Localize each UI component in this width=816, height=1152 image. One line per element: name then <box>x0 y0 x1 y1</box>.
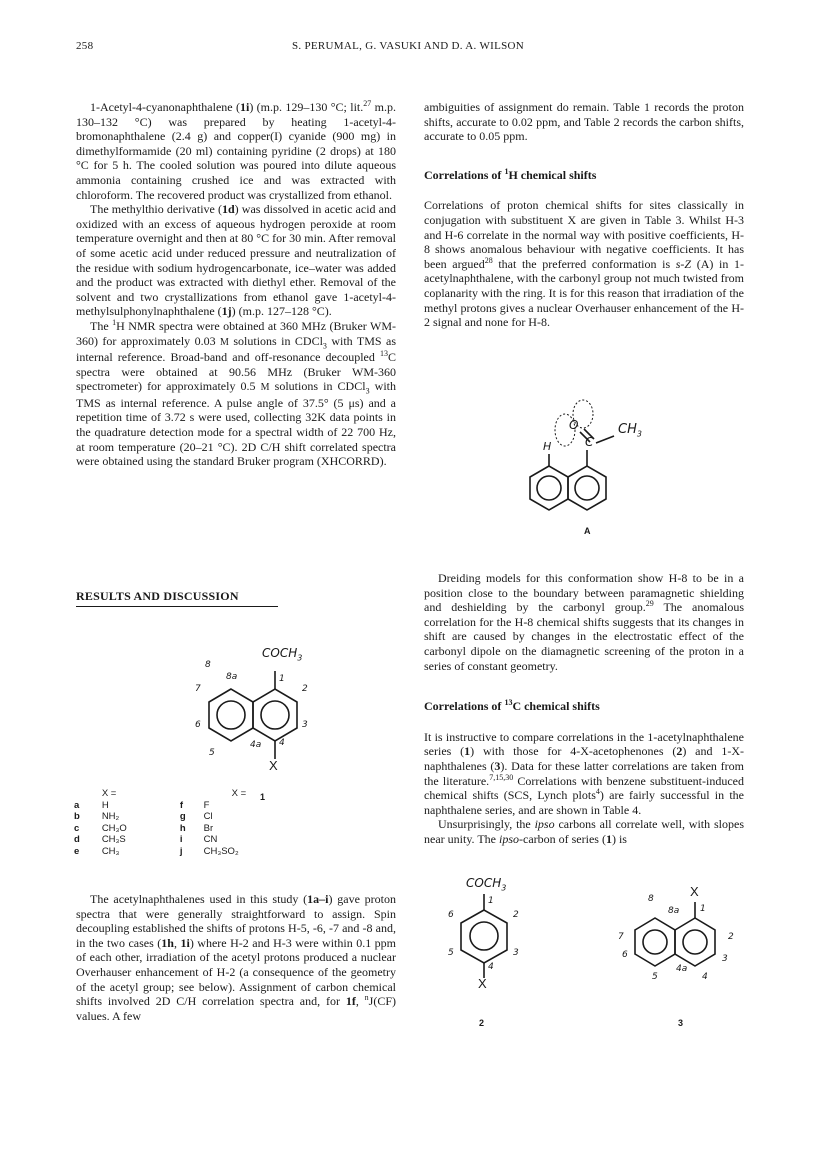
position-5-label-2: 5 <box>448 948 454 958</box>
paragraph-dreiding: Dreiding models for this conformation show H-8 to be in a position close to the boundary between paramagnetic shielding and deshielding by the carbonyl group.$^{29}$ The anomalous correlation for the H-8 chemical shifts suggests that its changes in shift are caused by changes in the electrostatic effect of the carbonyl dipole on the diamagnetic screening of the proton in a series of constant geometry. <box>424 571 744 673</box>
table-row: b NH₂ g Cl <box>74 811 213 822</box>
paragraph-ambiguities: ambiguities of assignment do remain. Table 1 records the proton shifts, accurate to 0.02 ppm, and Table 2 records the carbon shifts, accurate to 0.05 ppm. <box>424 100 744 144</box>
position-3-label-3: 3 <box>722 954 728 964</box>
naphthalene-structure-svg <box>150 638 350 808</box>
paragraph-acetylnaphthalenes: The acetylnaphthalenes used in this study (1a–i) gave proton spectra that were generally straightforward to assign. Spin decoupling established the shifts of protons H-5, -6, -7 and -8 and, in the two cases (1h, 1i) where H-2 and H-3 were within 0.1 ppm of each other, irradiation of the acetyl protons produced a nuclear Overhauser enhancement of H-2 (a consequence of the geometry of the acetyl group; see below). Assignment of carbon chemical shifts involved 2D C/H correlation spectra and, for 1f, $^n$J(CF) values. A few <box>76 892 397 1023</box>
substituent-x-label-3: X <box>690 884 699 899</box>
paragraph-ipso-carbons: Unsurprisingly, the ipso carbons all correlate well, with slopes near unity. The ipso-carbon of series (1) is <box>424 817 744 846</box>
page-number: 258 <box>76 40 94 52</box>
substituent-x-label: X <box>269 758 278 773</box>
position-4-label-2: 4 <box>488 962 494 972</box>
position-7-label-3: 7 <box>618 932 624 942</box>
methyl-label: $CH_3$ <box>618 422 642 439</box>
position-4-label: 4 <box>279 738 285 748</box>
position-6-label-2: 6 <box>448 910 454 920</box>
table-row: e CH₃ j CH₃SO₂ <box>74 845 239 857</box>
position-3-label-2: 3 <box>513 948 519 958</box>
left-column-text <box>76 100 396 469</box>
carbonyl-carbon-label: C <box>585 435 594 449</box>
position-7-label: 7 <box>195 684 201 694</box>
h8-label: H <box>543 440 552 453</box>
paragraph-cyanonaphthalene: 1-Acetyl-4-cyanonaphthalene (1i) (m.p. 129–130 °C; lit.$^{27}$ m.p. 130–132 °C) was prepared by heating 1-acetyl-4-bromonaphthalene (2.4 g) and copper(I) cyanide (900 mg) in dimethylformamide (20 ml) containing pyridine (2 drops) at 180 °C for 5 h. The cooled solution was poured into dilute aqueous ammonia containing crushed ice and was extracted with chloroform. The recovered product was crystallized from ethanol. <box>76 99 396 202</box>
structure-label-a: A <box>584 526 591 536</box>
position-8-label-3: 8 <box>648 894 654 904</box>
section-title-results: RESULTS AND DISCUSSION <box>76 587 278 607</box>
position-8a-label-3: 8a <box>668 906 680 916</box>
position-8-label: 8 <box>205 660 211 670</box>
table-row: a H f F <box>74 799 210 811</box>
position-1-label-3: 1 <box>700 904 706 914</box>
position-4a-label: 4a <box>250 740 262 750</box>
right-column-text <box>424 100 744 330</box>
acetophenone-structure-svg <box>420 870 550 1045</box>
compound-number-3: 3 <box>678 1018 684 1028</box>
paragraph-carbon-correlations: It is instructive to compare correlations in the 1-acetylnaphthalene series (1) with those for 4-X-acetophenones (2) and 1-X-naphthalenes (3). Data for these latter correlations are taken from the literature.$^{7,15,30}$ Correlations with benzene substituent-induced chemical shifts (SCS, Lynch plots$^4$) are fairly successful in the naphthalene series, and are shown in Table 4. <box>424 729 744 817</box>
substituent-table: X = X = a H f F b NH₂ g Cl c CH₃O h Br d CH₃S i CN e CH₃ j CH₃SO₂ <box>74 788 252 857</box>
position-2-label-3: 2 <box>728 932 734 942</box>
paragraph-methylthio: The methylthio derivative (1d) was dissolved in acetic acid and oxidized with an excess of aqueous hydrogen peroxide at room temperature overnight and then at 80 °C for 30 min. After removal of some acetic acid under reduced pressure and neutralization of the residue with sodium hydrogencarbonate, ice–water was added and the product was extracted with diethyl ether. Removal of the solvent and two crystallizations from ethanol gave 1-acetyl-4-methylsulphonylnaphthalene (1j) (m.p. 127–128 °C). <box>76 202 396 319</box>
right-column-text-middle <box>424 571 744 847</box>
position-1-label-2: 1 <box>488 896 494 906</box>
position-6-label: 6 <box>195 720 201 730</box>
oxygen-label: O <box>569 418 579 432</box>
position-6-label-3: 6 <box>622 950 628 960</box>
position-5-label-3: 5 <box>652 972 658 982</box>
structure-2 <box>420 870 550 1045</box>
heading-1h-correlations: Correlations of $^1$H chemical shifts <box>424 166 597 182</box>
left-column-text-lower <box>76 892 396 1023</box>
structure-a <box>510 392 690 542</box>
table-row: d CH₃S i CN <box>74 834 218 845</box>
running-title: S. PERUMAL, G. VASUKI AND D. A. WILSON <box>291 40 525 52</box>
position-4-label-3: 4 <box>702 972 708 982</box>
x-naphthalene-structure-svg <box>590 876 760 1046</box>
table-row: c CH₃O h Br <box>74 822 214 834</box>
conformation-a-svg <box>510 392 690 542</box>
position-1-label: 1 <box>279 674 285 684</box>
paragraph-nmr-methods: The $^1$H NMR spectra were obtained at 360 MHz (Bruker WM-360) for approximately 0.03 M solutions in CDCl$_3$ with TMS as internal reference. Broad-band and off-resonance decoupled $^{13}$C spectra were obtained at 90.56 MHz (Bruker WM-360 spectrometer) for approximately 0.5 M solutions in CDCl$_3$ with TMS as internal reference. A pulse angle of 37.5° (5 μs) and a repetition time of 3.72 s were used, collecting 32K data points in the quadrature detection mode for a spectral width of 22 700 Hz, at room temperature (20–21 °C). 2D C/H shift correlated spectra were obtained using the standard Bruker program (XHCORRD). <box>76 317 396 469</box>
compound-number-2: 2 <box>479 1018 485 1028</box>
position-5-label: 5 <box>209 748 215 758</box>
heading-13c-correlations: Correlations of $^{13}$C chemical shifts <box>424 698 600 714</box>
acetyl-group-label: $COCH_3$ <box>262 646 303 663</box>
acetyl-group-label-2: $COCH_3$ <box>466 876 507 893</box>
substituent-x-label-2: X <box>478 976 487 991</box>
compound-number-1: 1 <box>260 792 266 802</box>
structure-3 <box>590 876 760 1046</box>
position-3-label: 3 <box>302 720 308 730</box>
paragraph-proton-correlations: Correlations of proton chemical shifts for sites classically in conjugation with substituent X are given in Table 3. Whilst H-3 and H-6 correlate in the normal way with positive coefficients, H-8 shows anomalous behaviour with negative coefficients. It has been argued$^{28}$ that the preferred conformation is s-Z (A) in 1-acetylnaphthalene, with the carbonyl group not much twisted from coplanarity with the ring. It is for this reason that irradiation of the methyl protons gives a nuclear Overhauser enhancement of the H-2 signal and none for H-8. <box>424 198 744 330</box>
position-2-label-2: 2 <box>513 910 519 920</box>
position-8a-label: 8a <box>226 672 238 682</box>
position-4a-label-3: 4a <box>676 964 688 974</box>
position-2-label: 2 <box>302 684 308 694</box>
structure-1 <box>150 638 350 808</box>
